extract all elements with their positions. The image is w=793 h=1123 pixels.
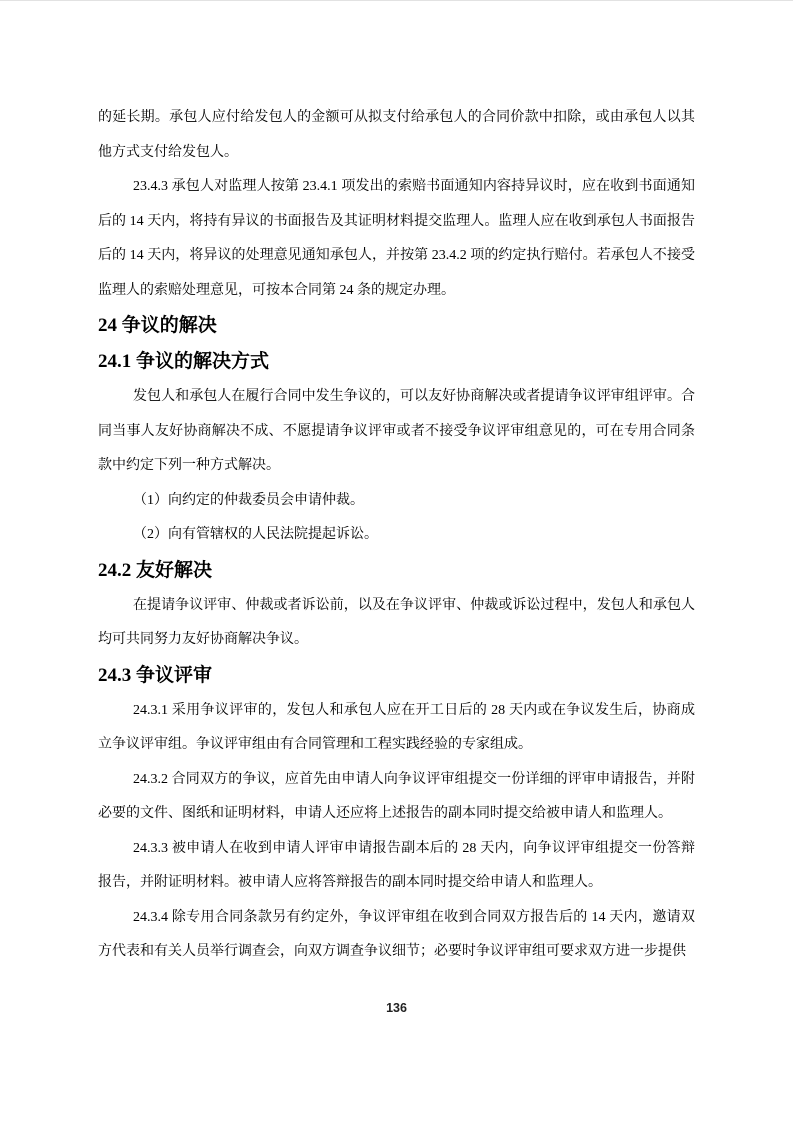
body-paragraph: 发包人和承包人在履行合同中发生争议的，可以友好协商解决或者提请争议评审组评审。合同当事人友好协商解决不成、不愿提请争议评审或者不接受争议评审组意见的，可在专用合同条款中约定下列一种方式解决。: [98, 389, 695, 473]
section-heading-24-3: 24.3 争议评审: [98, 664, 213, 686]
clause-24-3-3: 24.3.3 被申请人在收到申请人评审申请报告副本后的 28 天内，向争议评审组提交一份答辩报告，并附证明材料。被申请人应将答辩报告的副本同时提交给申请人和监理人。: [98, 840, 695, 890]
page-content: [98, 101, 695, 970]
list-item-2: （2）向有管辖权的人民法院提起诉讼。: [133, 527, 378, 542]
page-number: 136: [386, 1001, 407, 1015]
paragraph-continuation: 的延长期。承包人应付给发包人的金额可从拟支付给承包人的合同价款中扣除，或由承包人以其他方式支付给发包人。: [98, 110, 695, 160]
list-item-1: （1）向约定的仲裁委员会申请仲裁。: [133, 492, 364, 508]
clause-23-4-3: 23.4.3 承包人对监理人按第 23.4.1 项发出的索赔书面通知内容持异议时，应在收到书面通知后的 14 天内，将持有异议的书面报告及其证明材料提交监理人。监理人应在收到承包人书面报告后的 14 天内，将异议的处理意见通知承包人，并按第 23.4.2 项的约定执行赔付。若承包人不接受监理人的索赔处理意见，可按本合同第 24 条的规定办理。: [98, 179, 695, 298]
clause-24-3-2: 24.3.2 合同双方的争议，应首先由申请人向争议评审组提交一份详细的评审申请报告，并附必要的文件、图纸和证明材料，申请人还应将上述报告的副本同时提交给被申请人和监理人。: [98, 771, 695, 821]
chapter-heading-24: 24 争议的解决: [98, 315, 217, 336]
section-heading-24-1: 24.1 争议的解决方式: [98, 351, 270, 372]
clause-24-3-4: 24.3.4 除专用合同条款另有约定外，争议评审组在收到合同双方报告后的 14 天内，邀请双方代表和有关人员举行调查会，向双方调查争议细节；必要时争议评审组可要求双方进一步提供: [98, 909, 695, 959]
clause-24-3-1: 24.3.1 采用争议评审的，发包人和承包人应在开工日后的 28 天内或在争议发生后，协商成立争议评审组。争议评审组由有合同管理和工程实践经验的专家组成。: [98, 702, 695, 752]
section-heading-24-2: 24.2 友好解决: [98, 559, 213, 581]
body-paragraph: 在提请争议评审、仲裁或者诉讼前，以及在争议评审、仲裁或诉讼过程中，发包人和承包人均可共同努力友好协商解决争议。: [98, 597, 695, 647]
